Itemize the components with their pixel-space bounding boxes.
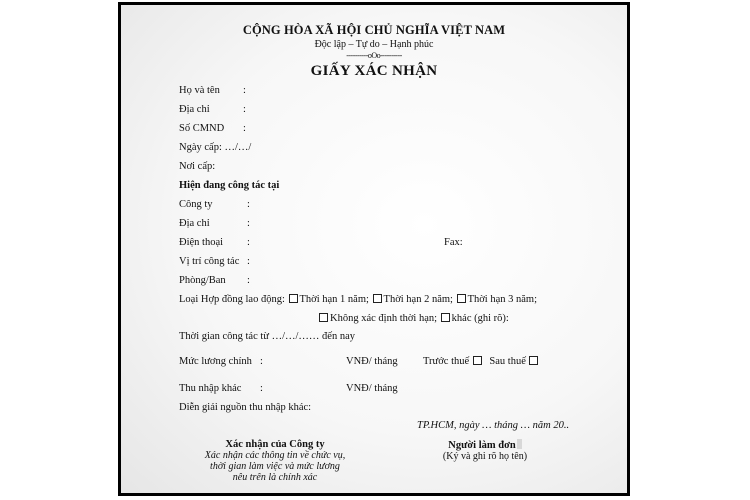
checkbox-1-year[interactable] [289, 294, 298, 303]
full-name-label: Họ và tên [179, 85, 220, 96]
contract-type-line [179, 294, 537, 305]
national-title: CỘNG HÒA XÃ HỘI CHỦ NGHĨA VIỆT NAM [242, 23, 506, 37]
department-label: Phòng/Ban [179, 275, 226, 286]
phone-colon: : [247, 237, 250, 248]
checkbox-before-tax[interactable] [473, 356, 482, 365]
confirmation-form [121, 5, 627, 493]
id-number-label: Số CMND [179, 123, 225, 134]
company-colon: : [247, 199, 250, 210]
applicant-block [410, 439, 560, 462]
tax-options [423, 356, 540, 367]
company-address-label: Địa chỉ [179, 218, 210, 229]
after-tax-label: Sau thuế [489, 356, 526, 367]
contract-type-line-2 [318, 313, 509, 324]
applicant-title: Người làm đơn [448, 440, 516, 451]
company-confirmation-block [185, 439, 365, 483]
issue-place-field: Nơi cấp: [179, 161, 216, 172]
checkbox-3-year[interactable] [457, 294, 466, 303]
work-duration-field: Thời gian công tác từ …/…/…… đến nay [179, 331, 355, 342]
applicant-title-line [410, 439, 560, 451]
work-section-title: Hiện đang công tác tại [179, 180, 280, 191]
option-1-year: Thời hạn 1 năm; [299, 294, 369, 305]
other-income-source-label: Diễn giải nguồn thu nhập khác: [179, 402, 312, 413]
company-note-line-3: nêu trên là chính xác [232, 472, 318, 483]
option-other: khác (ghi rõ): [451, 313, 509, 324]
id-number-colon: : [243, 123, 246, 134]
applicant-sign-note: (Ký và ghi rõ họ tên) [442, 451, 528, 462]
company-note-line-1: Xác nhận các thông tin về chức vụ, [204, 450, 346, 461]
company-note-line-2: thời gian làm việc và mức lương [210, 461, 340, 472]
before-tax-label: Trước thuế [423, 356, 470, 367]
document-page [118, 2, 630, 496]
ink-smudge [517, 439, 522, 449]
address-label: Địa chỉ [179, 104, 210, 115]
checkbox-after-tax[interactable] [529, 356, 538, 365]
position-label: Vị trí công tác [179, 256, 240, 267]
other-income-colon: : [260, 383, 263, 394]
full-name-colon: : [243, 85, 246, 96]
checkbox-indefinite[interactable] [319, 313, 328, 322]
option-2-year: Thời hạn 2 năm; [383, 294, 453, 305]
other-income-label: Thu nhập khác [179, 383, 242, 394]
other-income-unit: VNĐ/ tháng [346, 383, 398, 394]
main-salary-unit: VNĐ/ tháng [346, 356, 398, 367]
document-title: GIẤY XÁC NHẬN [310, 63, 438, 79]
contract-type-label: Loại Hợp đồng lao động: [179, 294, 285, 305]
company-confirmation-title: Xác nhận của Công ty [225, 439, 325, 450]
main-salary-colon: : [260, 356, 263, 367]
company-address-colon: : [247, 218, 250, 229]
option-indefinite: Không xác định thời hạn; [330, 313, 438, 324]
issue-date-field: Ngày cấp: …/…/ [179, 142, 252, 153]
fax-label: Fax: [444, 237, 463, 248]
company-label: Công ty [179, 199, 213, 210]
position-colon: : [247, 256, 250, 267]
checkbox-other[interactable] [441, 313, 450, 322]
main-salary-label: Mức lương chính [179, 356, 252, 367]
phone-label: Điện thoại [179, 237, 224, 248]
address-colon: : [243, 104, 246, 115]
option-3-year: Thời hạn 3 năm; [467, 294, 538, 305]
place-date-line: TP.HCM, ngày … tháng … năm 20.. [417, 420, 570, 431]
title-ornament: ----------oOo---------- [346, 51, 402, 60]
checkbox-2-year[interactable] [373, 294, 382, 303]
national-motto: Độc lập – Tự do – Hạnh phúc [314, 39, 434, 50]
department-colon: : [247, 275, 250, 286]
